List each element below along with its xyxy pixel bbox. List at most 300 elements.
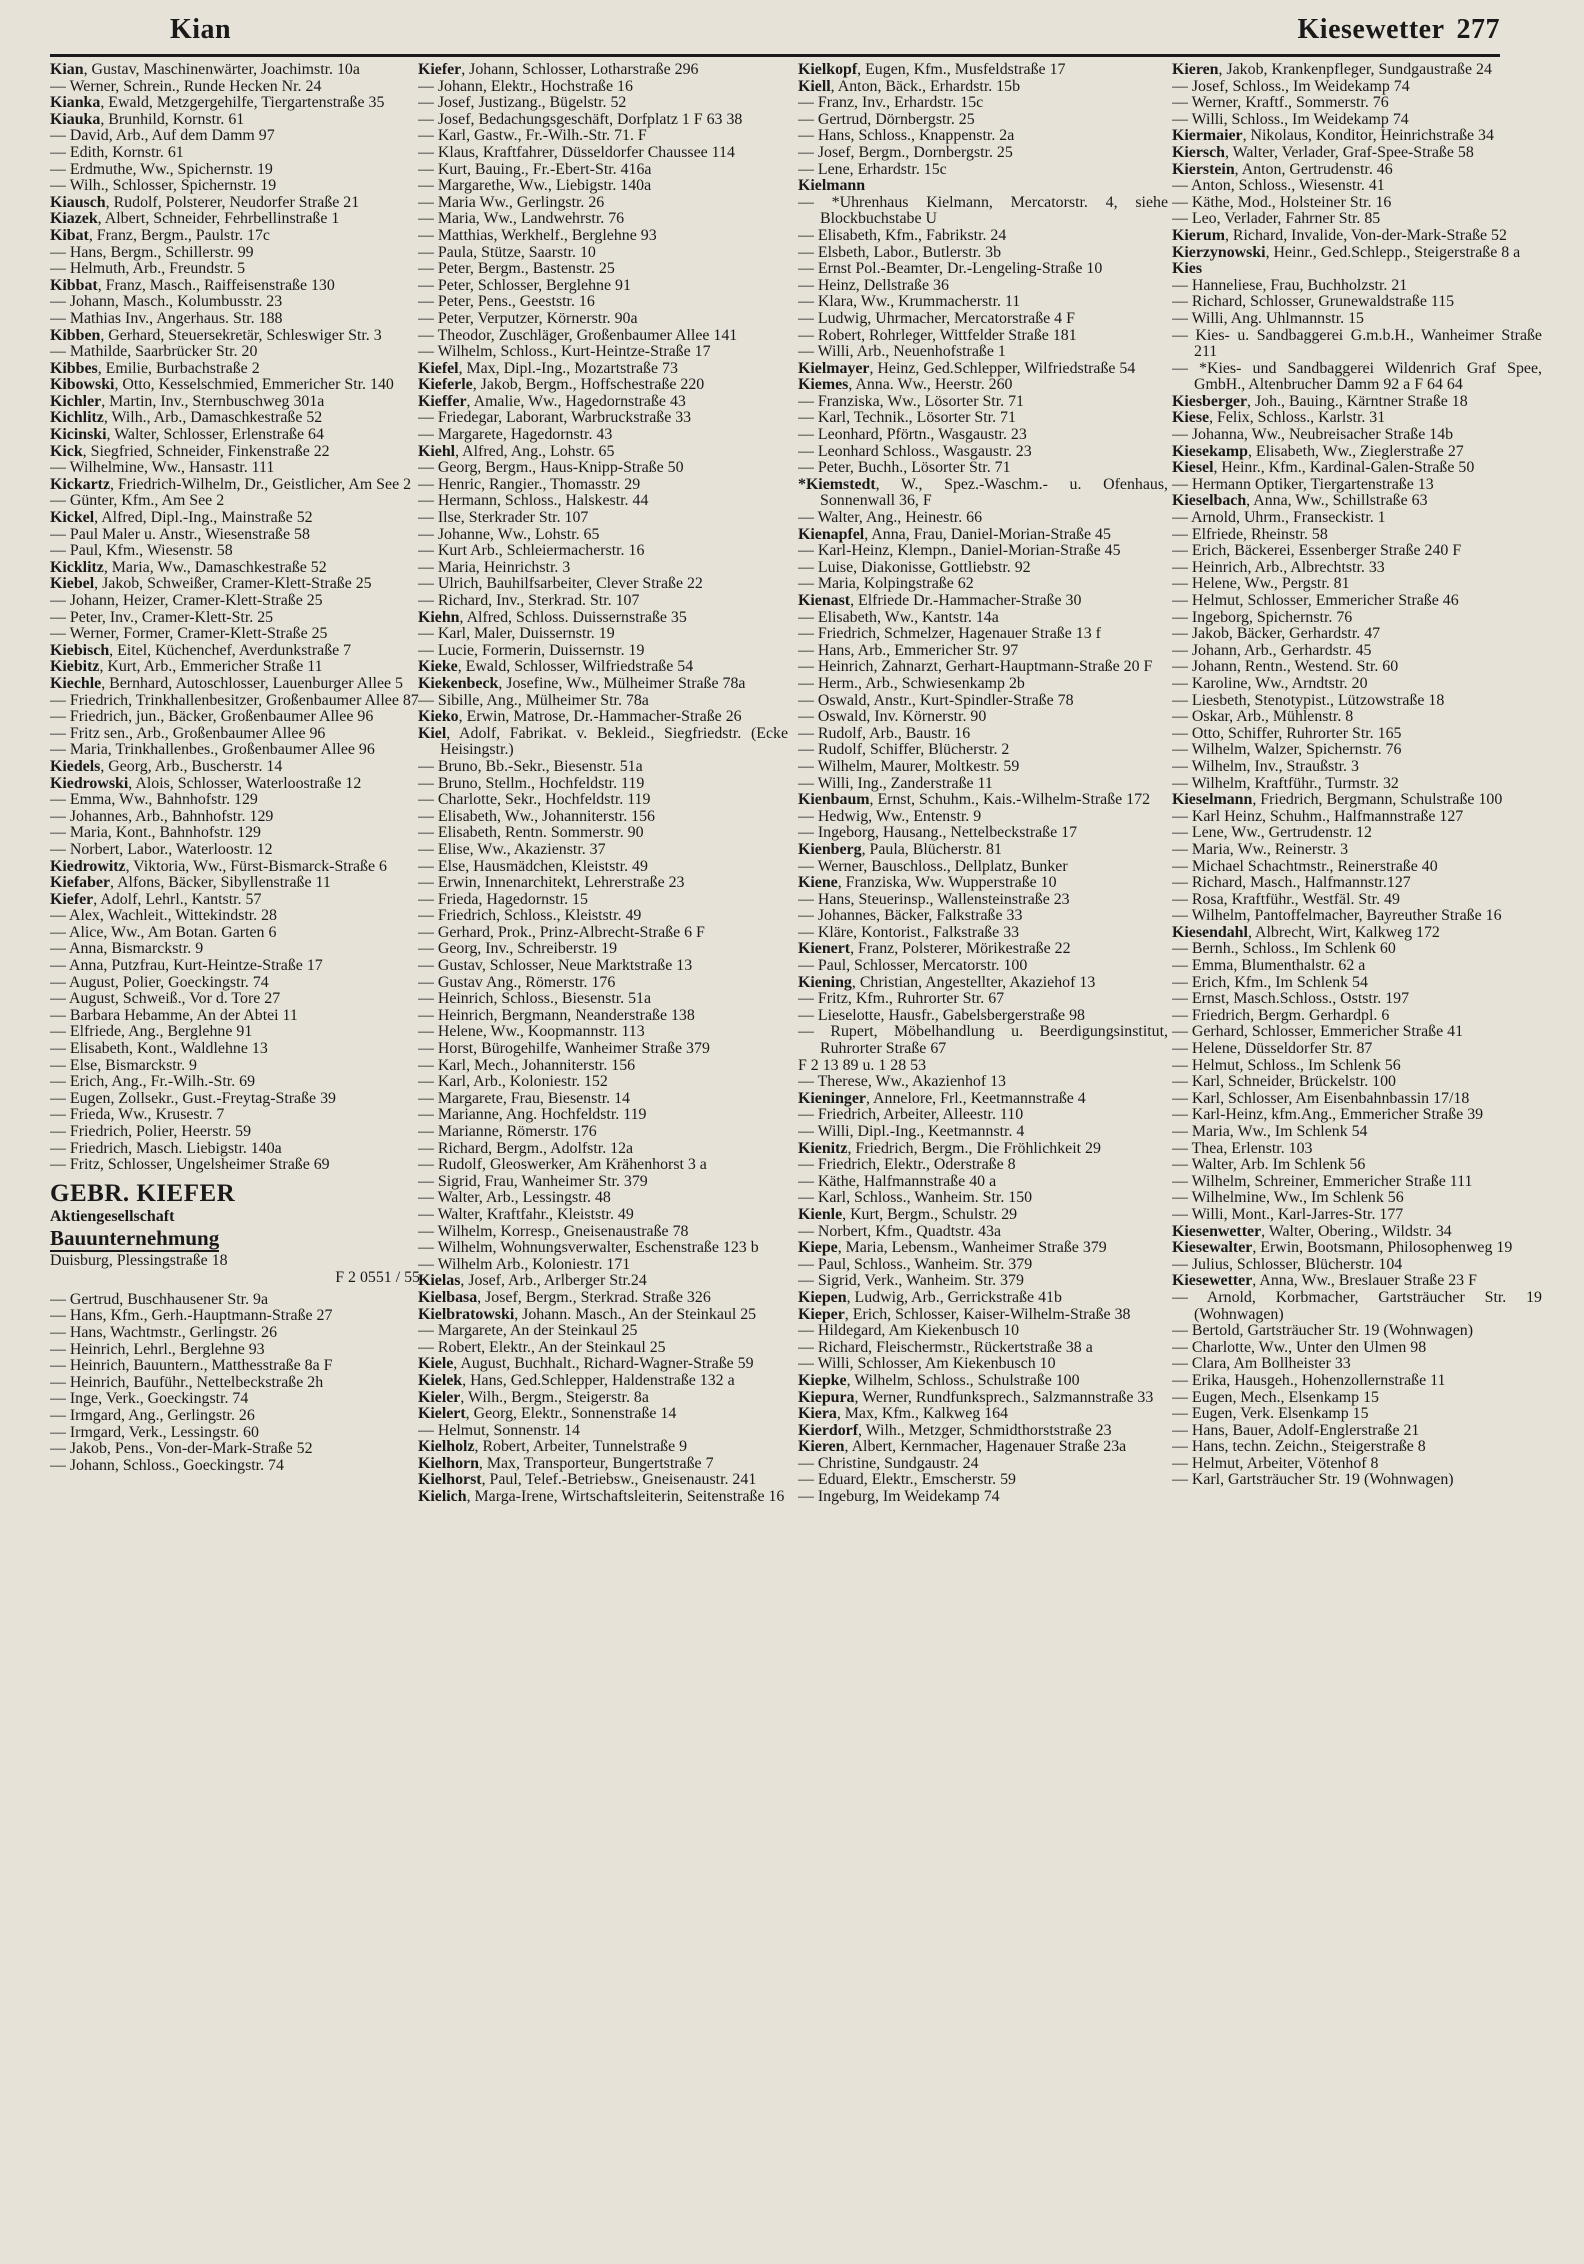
directory-entry: — Erich, Kfm., Im Schlenk 54 (1172, 973, 1368, 991)
directory-entry: — Otto, Schiffer, Ruhrorter Str. 165 (1172, 724, 1402, 742)
directory-entry: Kiebel, Jakob, Schweißer, Cramer-Klett-Straße 25 (50, 575, 372, 593)
directory-entry: Kibat, Franz, Bergm., Paulstr. 17c (50, 226, 270, 244)
directory-entry: — Lene, Ww., Gertrudenstr. 12 (1172, 824, 1372, 842)
directory-entry: — Wilhelm Arb., Koloniestr. 171 (418, 1255, 631, 1273)
directory-entry: — Josef, Bergm., Dornbergstr. 25 (798, 143, 1013, 161)
directory-entry: Kielbasa, Josef, Bergm., Sterkrad. Straße 326 (418, 1288, 711, 1306)
directory-entry: — Wilh., Schlosser, Spichernstr. 19 (50, 177, 277, 195)
directory-entry: — Günter, Kfm., Am See 2 (50, 492, 225, 510)
directory-entry: — Heinrich, Arb., Albrechtstr. 33 (1172, 558, 1385, 576)
directory-entry: — Friedrich, Arbeiter, Alleestr. 110 (798, 1106, 1024, 1124)
directory-entry: Kiese, Felix, Schloss., Karlstr. 31 (1172, 409, 1386, 427)
directory-entry: Kian, Gustav, Maschinenwärter, Joachimstr. 10a (50, 62, 360, 78)
directory-entry: — Wilhelm, Schreiner, Emmericher Straße 111 (1172, 1172, 1473, 1190)
directory-entry: Kiauka, Brunhild, Kornstr. 61 (50, 110, 245, 128)
directory-entry: — Margarete, An der Steinkaul 25 (418, 1322, 638, 1340)
directory-entry: — Heinrich, Schloss., Biesenstr. 51a (418, 990, 652, 1008)
directory-entry: — Ilse, Sterkrader Str. 107 (418, 509, 589, 527)
directory-entry: — David, Arb., Auf dem Damm 97 (50, 127, 275, 145)
directory-entry: — Willi, Mont., Karl-Jarres-Str. 177 (1172, 1205, 1404, 1223)
directory-entry: Kieren, Jakob, Krankenpfleger, Sundgaustraße 24 (1172, 62, 1492, 78)
directory-entry: — Erika, Hausgeh., Hohenzollernstraße 11 (1172, 1371, 1446, 1389)
directory-entry: — Maria Ww., Gerlingstr. 26 (418, 193, 605, 211)
directory-entry: Kiesenwetter, Walter, Obering., Wildstr. 34 (1172, 1222, 1452, 1240)
directory-entry: — Christine, Sundgaustr. 24 (798, 1454, 979, 1472)
directory-entry: — Friedrich, Schloss., Kleiststr. 49 (418, 907, 642, 925)
directory-entry: — Gerhard, Schlosser, Emmericher Straße 41 (1172, 1023, 1464, 1041)
directory-entry: — Willi, Schlosser, Am Kiekenbusch 10 (798, 1355, 1056, 1373)
directory-entry: — Leonhard Schloss., Wasgaustr. 23 (798, 442, 1032, 460)
directory-entry: — Luise, Diakonisse, Gottliebstr. 92 (798, 558, 1031, 576)
directory-entry: — Erdmuthe, Ww., Spichernstr. 19 (50, 160, 273, 178)
directory-entry: Kiesel, Heinr., Kfm., Kardinal-Galen-Straße 50 (1172, 459, 1475, 477)
directory-entry: — Therese, Ww., Akazienhof 13 (798, 1073, 1006, 1091)
directory-entry: Kiersch, Walter, Verlader, Graf-Spee-Straße 58 (1172, 143, 1474, 161)
directory-entry: — Anna, Bismarckstr. 9 (50, 940, 204, 958)
directory-entry: — Bernh., Schloss., Im Schlenk 60 (1172, 940, 1396, 958)
directory-entry: — Eugen, Mech., Elsenkamp 15 (1172, 1388, 1379, 1406)
directory-entry: Kiesekamp, Elisabeth, Ww., Zieglerstraße 27 (1172, 442, 1464, 460)
directory-entry: — Rupert, Möbelhandlung u. Beerdigungsinstitut, Ruhrorter Straße 67 (798, 1023, 1168, 1058)
directory-entry: — Johann, Schloss., Goeckingstr. 74 (50, 1456, 284, 1474)
directory-entry: — Hermann, Schloss., Halskestr. 44 (418, 492, 649, 510)
directory-entry: — Karl, Gartsträucher Str. 19 (Wohnwagen) (1172, 1471, 1454, 1489)
directory-entry: — Richard, Masch., Halfmannstr.127 (1172, 874, 1411, 892)
directory-entry: Kiell, Anton, Bäck., Erhardstr. 15b (798, 77, 1021, 95)
directory-entry: — Hans, Schloss., Knappenstr. 2a (798, 127, 1015, 145)
directory-entry: — Jakob, Bäcker, Gerhardstr. 47 (1172, 625, 1381, 643)
directory-entry: — Gustav Ang., Römerstr. 176 (418, 973, 616, 991)
directory-entry: — Karl Heinz, Schuhm., Halfmannstraße 127 (1172, 807, 1464, 825)
directory-entry: Kiebisch, Eitel, Küchenchef, Averdunkstraße 7 (50, 641, 352, 659)
directory-entry: — Alex, Wachleit., Wittekindstr. 28 (50, 907, 277, 925)
directory-entry: — Johann, Heizer, Cramer-Klett-Straße 25 (50, 592, 323, 609)
directory-entry: Kierdorf, Wilh., Metzger, Schmidthorststraße 23 (798, 1421, 1112, 1439)
directory-entry: Kiazek, Albert, Schneider, Fehrbellinstraße 1 (50, 210, 340, 228)
directory-entry: — Helmut, Schlosser, Emmericher Straße 46 (1172, 592, 1459, 609)
directory-entry: — Georg, Bergm., Haus-Knipp-Straße 50 (418, 459, 684, 477)
directory-entry: Kielbratowski, Johann. Masch., An der Steinkaul 25 (418, 1305, 757, 1323)
directory-entry: — Bruno, Bb.-Sekr., Biesenstr. 51a (418, 757, 643, 775)
directory-entry: — Friedrich, jun., Bäcker, Großenbaumer Allee 96 (50, 708, 374, 726)
directory-entry: — Julius, Schlosser, Blücherstr. 104 (1172, 1255, 1403, 1273)
directory-entry: — Elfriede, Rheinstr. 58 (1172, 525, 1328, 543)
directory-entry: Kiedels, Georg, Arb., Buscherstr. 14 (50, 757, 283, 775)
directory-entry: — Heinrich, Bauuntern., Matthesstraße 8a F (50, 1357, 333, 1375)
directory-entry: — Peter, Verputzer, Körnerstr. 90a (418, 309, 638, 327)
directory-entry: Kielhorn, Max, Transporteur, Bungertstraße 7 (418, 1454, 714, 1472)
directory-entry: Kieferle, Jakob, Bergm., Hoffschestraße 220 (418, 376, 705, 394)
directory-entry: — Kurt, Bauing., Fr.-Ebert-Str. 416a (418, 160, 652, 178)
directory-entry: Kiemes, Anna. Ww., Heerstr. 260 (798, 376, 1013, 394)
directory-entry: — Hans, Steuerinsp., Wallensteinstraße 23 (798, 890, 1070, 908)
directory-entry: — Friedrich, Bergm. Gerhardpl. 6 (1172, 1006, 1390, 1024)
directory-entry: — Johannes, Arb., Bahnhofstr. 129 (50, 807, 274, 825)
directory-entry: — Karoline, Ww., Arndtstr. 20 (1172, 674, 1368, 692)
directory-entry: — Mathilde, Saarbrücker Str. 20 (50, 343, 258, 361)
directory-entry: — Sigrid, Verk., Wanheim. Str. 379 (798, 1272, 1024, 1290)
directory-entry: Kiefaber, Alfons, Bäcker, Sibyllenstraße 11 (50, 874, 331, 892)
directory-entry: — Hans, Wachtmstr., Gerlingstr. 26 (50, 1323, 278, 1341)
directory-entry: — Johann, Masch., Kolumbusstr. 23 (50, 293, 283, 311)
directory-entry: — Friedrich, Polier, Heerstr. 59 (50, 1123, 252, 1140)
directory-entry: Kielert, Georg, Elektr., Sonnenstraße 14 (418, 1405, 677, 1423)
directory-entry: Kieselbach, Anna, Ww., Schillstraße 63 (1172, 492, 1428, 510)
directory-entry: — Käthe, Mod., Holsteiner Str. 16 (1172, 193, 1392, 211)
ad-address: Duisburg, Plessingstraße 18 (50, 1251, 228, 1269)
directory-entry: — Karl, Technik., Lösorter Str. 71 (798, 409, 1016, 427)
directory-entry: Kienast, Elfriede Dr.-Hammacher-Straße 30 (798, 592, 1082, 609)
directory-entry: — Helene, Düsseldorfer Str. 87 (1172, 1040, 1373, 1058)
directory-entry: — August, Schweiß., Vor d. Tore 27 (50, 990, 281, 1008)
directory-entry: — Elisabeth, Kont., Waldlehne 13 (50, 1040, 268, 1058)
directory-entry: — Henric, Rangier., Thomasstr. 29 (418, 475, 641, 493)
directory-entry: — Erich, Bäckerei, Essenberger Straße 240 F (1172, 542, 1462, 560)
directory-entry: — Friedrich, Elektr., Oderstraße 8 (798, 1156, 1016, 1174)
directory-entry: — Willi, Schloss., Im Weidekamp 74 (1172, 110, 1409, 128)
directory-entry: Kiesendahl, Albrecht, Wirt, Kalkweg 172 (1172, 923, 1440, 941)
directory-entry: — Friedrich, Schmelzer, Hagenauer Straße 13 f (798, 625, 1101, 643)
directory-entry: — Karl, Mech., Johanniterstr. 156 (418, 1056, 636, 1074)
directory-entry: — Marianne, Römerstr. 176 (418, 1123, 597, 1140)
directory-entry: — Lieselotte, Hausfr., Gabelsbergerstraße 98 (798, 1006, 1085, 1024)
directory-entry: — Wilhelm, Kraftführ., Turmstr. 32 (1172, 774, 1399, 792)
directory-entry: — Fritz sen., Arb., Großenbaumer Allee 96 (50, 724, 326, 742)
directory-entry: — Elisabeth, Ww., Johanniterstr. 156 (418, 807, 656, 825)
directory-entry: — Fritz, Schlosser, Ungelsheimer Straße 69 (50, 1156, 330, 1174)
directory-entry: — Werner, Kraftf., Sommerstr. 76 (1172, 94, 1389, 112)
directory-entry: — Rudolf, Gleoswerker, Am Krähenhorst 3 a (418, 1156, 707, 1174)
directory-entry: — Ulrich, Bauhilfsarbeiter, Clever Straße 22 (418, 575, 703, 593)
directory-entry: Kichler, Martin, Inv., Sternbuschweg 301a (50, 392, 325, 410)
column-3 (798, 62, 1168, 2258)
directory-entry: — Peter, Pens., Geeststr. 16 (418, 293, 595, 311)
directory-entry: — Alice, Ww., Am Botan. Garten 6 (50, 923, 277, 941)
directory-entry: — *Uhrenhaus Kielmann, Mercatorstr. 4, siehe Blockbuchstabe U (798, 193, 1168, 228)
directory-entry: — Maria, Heinrichstr. 3 (418, 558, 571, 576)
directory-entry: — Johann, Arb., Gerhardstr. 45 (1172, 641, 1372, 659)
directory-entry: — Thea, Erlenstr. 103 (1172, 1139, 1313, 1157)
directory-entry: Kianka, Ewald, Metzgergehilfe, Tiergartenstraße 35 (50, 94, 385, 112)
directory-entry: Kiefer, Adolf, Lehrl., Kantstr. 57 (50, 890, 262, 908)
directory-entry: Kieper, Erich, Schlosser, Kaiser-Wilhelm-Straße 38 (798, 1305, 1131, 1323)
directory-entry: — Franz, Inv., Erhardstr. 15c (798, 94, 984, 112)
page-number: 277 (1456, 14, 1500, 45)
directory-entry: Kienle, Kurt, Bergm., Schulstr. 29 (798, 1205, 1018, 1223)
directory-entry: — Emma, Blumenthalstr. 62 a (1172, 957, 1366, 975)
directory-columns (50, 62, 1542, 2258)
directory-entry: Kieselmann, Friedrich, Bergmann, Schulstraße 100 (1172, 791, 1503, 809)
directory-entry: — Ernst Pol.-Beamter, Dr.-Lengeling-Straße 10 (798, 260, 1103, 278)
directory-entry: Kiera, Max, Kfm., Kalkweg 164 (798, 1405, 1009, 1423)
directory-entry: — Franziska, Ww., Lösorter Str. 71 (798, 392, 1024, 410)
directory-entry: — Margarethe, Ww., Liebigstr. 140a (418, 177, 652, 195)
directory-entry: — Elisabeth, Rentn. Sommerstr. 90 (418, 824, 644, 842)
directory-entry: Kiepe, Maria, Lebensm., Wanheimer Straße 379 (798, 1239, 1107, 1257)
directory-entry: Kielmann (798, 177, 866, 195)
header-last-name-group (1298, 14, 1500, 46)
directory-entry: — Robert, Elektr., An der Steinkaul 25 (418, 1338, 666, 1356)
directory-entry: Kichlitz, Wilh., Arb., Damaschkestraße 52 (50, 409, 323, 427)
directory-entry: — Willi, Ing., Zanderstraße 11 (798, 774, 993, 792)
directory-entry: — Maria, Ww., Reinerstr. 3 (1172, 840, 1349, 858)
directory-entry: — Wilhelm, Maurer, Moltkestr. 59 (798, 757, 1020, 775)
directory-entry: — Irmgard, Verk., Lessingstr. 60 (50, 1423, 259, 1441)
directory-entry: — Lucie, Formerin, Duissernstr. 19 (418, 641, 645, 659)
header-rule (50, 54, 1500, 57)
directory-entry: — Richard, Fleischermstr., Rückertstraße 38 a (798, 1338, 1093, 1356)
directory-entry: — Werner, Former, Cramer-Klett-Straße 25 (50, 625, 328, 643)
directory-entry: Kick, Siegfried, Schneider, Finkenstraße 22 (50, 442, 330, 460)
directory-entry: Kiedrowitz, Viktoria, Ww., Fürst-Bismarck-Straße 6 (50, 857, 387, 875)
directory-entry: Kienapfel, Anna, Frau, Daniel-Morian-Straße 45 (798, 525, 1111, 543)
directory-entry: — Heinrich, Bauführ., Nettelbeckstraße 2h (50, 1373, 324, 1391)
directory-entry: — Heinrich, Zahnarzt, Gerhart-Hauptmann-Straße 20 F (798, 658, 1153, 676)
directory-entry: — Walter, Arb., Lessingstr. 48 (418, 1189, 611, 1207)
directory-entry: Kieko, Erwin, Matrose, Dr.-Hammacher-Straße 26 (418, 708, 742, 726)
directory-entry: — Josef, Justizang., Bügelstr. 52 (418, 94, 627, 112)
directory-entry: — Richard, Schlosser, Grunewaldstraße 115 (1172, 293, 1455, 311)
directory-entry: — Willi, Arb., Neuenhofstraße 1 (798, 343, 1006, 361)
directory-entry: — Oswald, Inv. Körnerstr. 90 (798, 708, 987, 726)
directory-entry: Kieffer, Amalie, Ww., Hagedornstraße 43 (418, 392, 686, 410)
directory-entry: Kielmayer, Heinz, Ged.Schlepper, Wilfriedstraße 54 (798, 359, 1136, 377)
directory-entry: — Walter, Ang., Heinestr. 66 (798, 509, 983, 527)
directory-entry: Kielholz, Robert, Arbeiter, Tunnelstraße 9 (418, 1438, 688, 1456)
directory-entry: — Wilhelm, Walzer, Spichernstr. 76 (1172, 741, 1402, 759)
directory-entry: — Heinz, Dellstraße 36 (798, 276, 949, 294)
directory-entry: — Ludwig, Uhrmacher, Mercatorstraße 4 F (798, 309, 1075, 327)
directory-entry: — Gustav, Schlosser, Neue Marktstraße 13 (418, 957, 693, 975)
directory-entry: — Helene, Ww., Pergstr. 81 (1172, 575, 1350, 593)
directory-entry: Kickartz, Friedrich-Wilhelm, Dr., Geistlicher, Am See 2 (50, 475, 412, 493)
directory-entry: — Herm., Arb., Schwiesenkamp 2b (798, 674, 1025, 692)
directory-entry: — Theodor, Zuschläger, Großenbaumer Allee 141 (418, 326, 738, 344)
directory-entry: Kielek, Hans, Ged.Schlepper, Haldenstraße 132 a (418, 1371, 735, 1389)
directory-entry: — Ingeburg, Im Weidekamp 74 (798, 1488, 1000, 1506)
directory-entry: — Oswald, Anstr., Kurt-Spindler-Straße 78 (798, 691, 1074, 709)
ad-phone: F 2 0551 / 55 (335, 1268, 420, 1286)
directory-entry: — Leo, Verlader, Fahrner Str. 85 (1172, 210, 1381, 228)
directory-entry: — Emma, Ww., Bahnhofstr. 129 (50, 791, 258, 809)
directory-entry: F 2 13 89 u. 1 28 53 (798, 1056, 927, 1074)
directory-entry: — Peter, Inv., Cramer-Klett-Str. 25 (50, 608, 274, 626)
directory-entry: Kierum, Richard, Invalide, Von-der-Mark-Straße 52 (1172, 226, 1507, 244)
directory-entry: — Mathias Inv., Angerhaus. Str. 188 (50, 309, 283, 327)
directory-entry: — Else, Hausmädchen, Kleiststr. 49 (418, 857, 648, 875)
directory-entry: — Johannes, Bäcker, Falkstraße 33 (798, 907, 1023, 925)
directory-entry: — Maria, Ww., Landwehrstr. 76 (418, 210, 625, 228)
directory-entry: Kiening, Christian, Angestellter, Akaziehof 13 (798, 973, 1096, 991)
directory-entry: — Lene, Erhardstr. 15c (798, 160, 947, 178)
directory-entry: — Elise, Ww., Akazienstr. 37 (418, 840, 606, 858)
directory-entry: Kieke, Ewald, Schlosser, Wilfriedstraße 54 (418, 658, 694, 676)
directory-entry: — Margarete, Frau, Biesenstr. 14 (418, 1089, 630, 1107)
directory-entry: Kicklitz, Maria, Ww., Damaschkestraße 52 (50, 558, 327, 576)
directory-entry: Kiele, August, Buchhalt., Richard-Wagner-Straße 59 (418, 1355, 754, 1373)
directory-entry: — Paul, Schlosser, Mercatorstr. 100 (798, 957, 1028, 975)
directory-entry: Kiesewalter, Erwin, Bootsmann, Philosophenweg 19 (1172, 1239, 1513, 1257)
directory-entry: — Maria, Kont., Bahnhofstr. 129 (50, 824, 261, 842)
directory-entry: — Klaus, Kraftfahrer, Düsseldorfer Chaussee 114 (418, 143, 735, 161)
directory-entry: — Fritz, Kfm., Ruhrorter Str. 67 (798, 990, 1005, 1008)
directory-entry: Kiebitz, Kurt, Arb., Emmericher Straße 11 (50, 658, 323, 676)
directory-entry: — Gerhard, Prok., Prinz-Albrecht-Straße 6 F (418, 923, 705, 941)
ad-title: GEBR. KIEFER (50, 1179, 236, 1207)
directory-entry: Kielas, Josef, Arb., Arlberger Str.24 (418, 1272, 647, 1290)
directory-entry: — Horst, Bürogehilfe, Wanheimer Straße 379 (418, 1040, 710, 1058)
directory-entry: — Leonhard, Pförtn., Wasgaustr. 23 (798, 426, 1027, 444)
directory-entry: — *Kies- und Sandbaggerei Wildenrich Graf Spee, GmbH., Altenbrucher Damm 92 a F 64 64 (1172, 359, 1542, 394)
directory-entry: — Charlotte, Sekr., Hochfeldstr. 119 (418, 791, 651, 809)
ad-subtitle: Aktiengesellschaft (50, 1207, 175, 1225)
directory-entry: — Inge, Verk., Goeckingstr. 74 (50, 1390, 249, 1408)
directory-entry: Kiausch, Rudolf, Polsterer, Neudorfer Straße 21 (50, 193, 360, 211)
directory-entry: — Irmgard, Ang., Gerlingstr. 26 (50, 1406, 255, 1424)
directory-entry: — Else, Bismarckstr. 9 (50, 1056, 197, 1074)
header-first-name: Kian (170, 14, 232, 45)
directory-entry: — Hans, Arb., Emmericher Str. 97 (798, 641, 1019, 659)
directory-entry: — Paula, Stütze, Saarstr. 10 (418, 243, 596, 261)
directory-entry: — Sibille, Ang., Mülheimer Str. 78a (418, 691, 649, 709)
directory-entry: — Erwin, Innenarchitekt, Lehrerstraße 23 (418, 874, 685, 892)
directory-entry: — Frieda, Ww., Krusestr. 7 (50, 1106, 225, 1124)
ad-business: Bauunternehmung (50, 1225, 220, 1250)
directory-entry: — Erich, Ang., Fr.-Wilh.-Str. 69 (50, 1073, 256, 1091)
directory-entry: — Elisabeth, Kfm., Fabrikstr. 24 (798, 226, 1007, 244)
directory-entry: — Hans, techn. Zeichn., Steigerstraße 8 (1172, 1438, 1426, 1456)
header-last-name: Kiesewetter (1297, 14, 1445, 45)
directory-entry: — Johann, Elektr., Hochstraße 16 (418, 77, 633, 95)
directory-entry: — Anna, Putzfrau, Kurt-Heintze-Straße 17 (50, 957, 323, 975)
directory-entry: — Karl, Schneider, Brückelstr. 100 (1172, 1073, 1396, 1091)
advertisement-gebr-kiefer (50, 1180, 420, 1286)
column-1-entries-top (50, 62, 420, 1174)
directory-entry: — Rosa, Kraftführ., Westfäl. Str. 49 (1172, 890, 1400, 908)
directory-entry: — Werner, Schrein., Runde Hecken Nr. 24 (50, 77, 322, 95)
directory-entry: Kiel, Adolf, Fabrikat. v. Bekleid., Siegfriedstr. (Ecke Heisingstr.) (418, 724, 788, 759)
directory-entry: Kierzynowski, Heinr., Ged.Schlepp., Steigerstraße 8 a (1172, 243, 1521, 261)
directory-entry: — Michael Schachtmstr., Reinerstraße 40 (1172, 857, 1438, 875)
directory-entry: — Arnold, Korbmacher, Gartsträucher Str. 19 (Wohnwagen) (1172, 1288, 1542, 1323)
directory-entry: — Klara, Ww., Krummacherstr. 11 (798, 293, 1021, 311)
directory-entry: — Josef, Schloss., Im Weidekamp 74 (1172, 77, 1410, 95)
directory-entry: — Ernst, Masch.Schloss., Oststr. 197 (1172, 990, 1410, 1008)
directory-entry: — Willi, Dipl.-Ing., Keetmannstr. 4 (798, 1123, 1025, 1140)
directory-entry: Kielhorst, Paul, Telef.-Betriebsw., Gneisenaustr. 241 (418, 1471, 757, 1489)
directory-entry: — Gertrud, Buschhausener Str. 9a (50, 1290, 269, 1308)
directory-entry: — Hedwig, Ww., Entenstr. 9 (798, 807, 982, 825)
directory-entry: — Karl, Schloss., Wanheim. Str. 150 (798, 1189, 1033, 1207)
directory-entry: — Eugen, Zollsekr., Gust.-Freytag-Straße 39 (50, 1089, 336, 1107)
directory-entry: — Johanne, Ww., Lohstr. 65 (418, 525, 600, 543)
directory-entry: — Helmut, Sonnenstr. 14 (418, 1421, 580, 1439)
column-2 (418, 62, 788, 2258)
directory-entry: — Norbert, Kfm., Quadtstr. 43a (798, 1222, 1002, 1240)
directory-entry: — Richard, Inv., Sterkrad. Str. 107 (418, 592, 640, 609)
directory-entry: — Maria, Ww., Im Schlenk 54 (1172, 1123, 1368, 1140)
directory-entry: — Robert, Rohrleger, Wittfelder Straße 181 (798, 326, 1077, 344)
directory-entry: — Hans, Bauer, Adolf-Englerstraße 21 (1172, 1421, 1420, 1439)
directory-entry: — Ingeborg, Hausang., Nettelbeckstraße 17 (798, 824, 1078, 842)
directory-entry: — Bertold, Gartsträucher Str. 19 (Wohnwagen) (1172, 1322, 1474, 1340)
directory-entry: Kiepke, Wilhelm, Schloss., Schulstraße 100 (798, 1371, 1080, 1389)
directory-entry: — Helmut, Arbeiter, Vötenhof 8 (1172, 1454, 1379, 1472)
directory-entry: — Peter, Schlosser, Berglehne 91 (418, 276, 631, 294)
directory-entry: — Walter, Arb. Im Schlenk 56 (1172, 1156, 1366, 1174)
directory-entry: — Karl, Gastw., Fr.-Wilh.-Str. 71. F (418, 127, 647, 145)
directory-entry: — Oskar, Arb., Mühlenstr. 8 (1172, 708, 1354, 726)
directory-entry: — Wilhelm, Wohnungsverwalter, Eschenstraße 123 b (418, 1239, 759, 1257)
directory-entry: — Hildegard, Am Kiekenbusch 10 (798, 1322, 1020, 1340)
directory-entry: Kiermaier, Nikolaus, Konditor, Heinrichstraße 34 (1172, 127, 1494, 145)
directory-entry: — Eugen, Verk. Elsenkamp 15 (1172, 1405, 1369, 1423)
directory-entry: — Wilhelm, Inv., Straußstr. 3 (1172, 757, 1359, 775)
directory-entry: — Marianne, Ang. Hochfeldstr. 119 (418, 1106, 647, 1124)
directory-entry: — Sigrid, Frau, Wanheimer Str. 379 (418, 1172, 648, 1190)
directory-entry: Kies (1172, 260, 1203, 278)
directory-entry: — Rudolf, Schiffer, Blücherstr. 2 (798, 741, 1010, 759)
directory-entry: — Margarete, Hagedornstr. 43 (418, 426, 613, 444)
directory-entry: — Ingeborg, Spichernstr. 76 (1172, 608, 1353, 626)
directory-entry: — Friedrich, Trinkhallenbesitzer, Großenbaumer Allee 87 (50, 691, 419, 709)
directory-entry: Kiene, Franziska, Ww. Wupperstraße 10 (798, 874, 1057, 892)
directory-entry: — Heinrich, Lehrl., Berglehne 93 (50, 1340, 265, 1358)
column-1-entries-bottom (50, 1292, 420, 1475)
directory-entry: Kibbat, Franz, Masch., Raiffeisenstraße 130 (50, 276, 335, 294)
directory-entry: — Hanneliese, Frau, Buchholzstr. 21 (1172, 276, 1408, 294)
directory-entry: — Maria, Trinkhallenbes., Großenbaumer Allee 96 (50, 741, 375, 759)
directory-entry: Kieren, Albert, Kernmacher, Hagenauer Straße 23a (798, 1438, 1127, 1456)
directory-entry: Kiechle, Bernhard, Autoschlosser, Lauenburger Allee 5 (50, 674, 403, 692)
directory-entry: — Josef, Bedachungsgeschäft, Dorfplatz 1 F 63 38 (418, 110, 743, 128)
directory-entry: — Elfriede, Ang., Berglehne 91 (50, 1023, 253, 1041)
directory-entry: — Gertrud, Dörnbergstr. 25 (798, 110, 975, 128)
directory-entry: — Norbert, Labor., Waterloostr. 12 (50, 840, 273, 858)
directory-entry: — Charlotte, Ww., Unter den Ulmen 98 (1172, 1338, 1427, 1356)
directory-entry: — Helmuth, Arb., Freundstr. 5 (50, 260, 246, 278)
directory-entry: Kienert, Franz, Polsterer, Mörikestraße 22 (798, 940, 1071, 958)
directory-entry: Kieler, Wilh., Bergm., Steigerstr. 8a (418, 1388, 649, 1406)
directory-entry: — Kies- u. Sandbaggerei G.m.b.H., Wanheimer Straße 211 (1172, 326, 1542, 361)
directory-entry: — Kurt Arb., Schleiermacherstr. 16 (418, 542, 645, 560)
directory-entry: — Paul Maler u. Anstr., Wiesenstraße 58 (50, 525, 310, 543)
directory-entry: Kiehl, Alfred, Ang., Lohstr. 65 (418, 442, 615, 460)
directory-entry: Kiedrowski, Alois, Schlosser, Waterloostraße 12 (50, 774, 362, 792)
directory-entry: — Karl, Maler, Duissernstr. 19 (418, 625, 615, 643)
directory-entry: — Liesbeth, Stenotypist., Lützowstraße 18 (1172, 691, 1445, 709)
directory-entry: — Elisabeth, Ww., Kantstr. 14a (798, 608, 999, 626)
directory-entry: — Barbara Hebamme, An der Abtei 11 (50, 1006, 298, 1024)
directory-entry: Kielich, Marga-Irene, Wirtschaftsleiterin, Seitenstraße 16 (418, 1488, 785, 1506)
directory-entry: — Bruno, Stellm., Hochfeldstr. 119 (418, 774, 645, 792)
directory-entry: — Richard, Bergm., Adolfstr. 12a (418, 1139, 634, 1157)
directory-entry: — Werner, Bauschloss., Dellplatz, Bunker (798, 857, 1068, 875)
directory-entry: — Arnold, Uhrm., Franseckistr. 1 (1172, 509, 1386, 527)
directory-entry: — Edith, Kornstr. 61 (50, 143, 184, 161)
directory-entry: — Friedegar, Laborant, Warbruckstraße 33 (418, 409, 692, 427)
directory-entry: Kibowski, Otto, Kesselschmied, Emmericher Str. 140 (50, 376, 394, 394)
directory-entry: — Frieda, Hagedornstr. 15 (418, 890, 588, 908)
directory-entry: Kiepen, Ludwig, Arb., Gerrickstraße 41b (798, 1288, 1062, 1306)
directory-entry: Kierstein, Anton, Gertrudenstr. 46 (1172, 160, 1393, 178)
directory-entry: Kienberg, Paula, Blücherstr. 81 (798, 840, 1002, 858)
directory-entry: — Georg, Inv., Schreiberstr. 19 (418, 940, 618, 958)
directory-entry: — Paul, Kfm., Wiesenstr. 58 (50, 542, 233, 560)
directory-entry: — Wilhelmine, Ww., Im Schlenk 56 (1172, 1189, 1404, 1207)
directory-entry: *Kiemstedt, W., Spez.-Waschm.- u. Ofenhaus, Sonnenwall 36, F (798, 475, 1168, 510)
directory-entry: — Hans, Bergm., Schillerstr. 99 (50, 243, 254, 261)
